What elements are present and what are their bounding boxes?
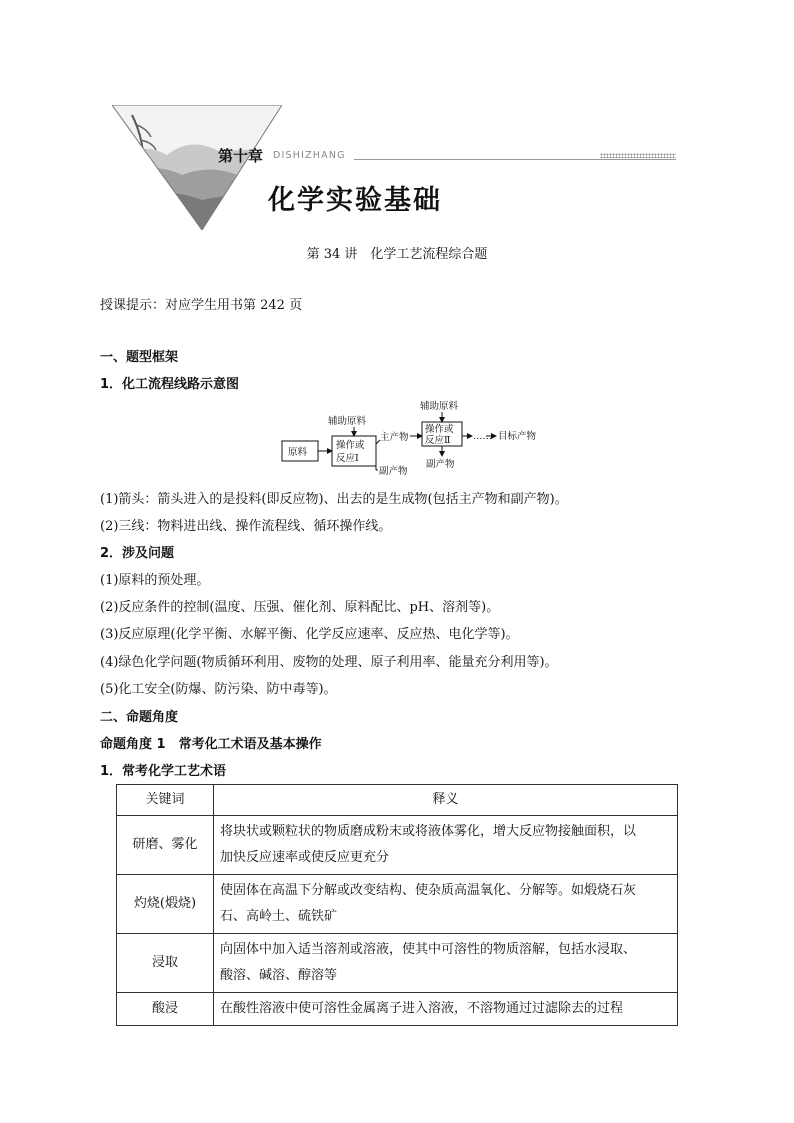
issue-item: (2)反应条件的控制(温度、压强、催化剂、原料配比、pH、溶剂等)。 [100, 600, 500, 615]
chapter-dotted-ornament [600, 153, 676, 158]
table-cell-keyword: 浸取 [117, 934, 214, 993]
table-row [117, 993, 678, 1026]
course-hint: 授课提示：对应学生用书第 242 页 [100, 298, 303, 313]
raw-material-label: 原料 [288, 447, 308, 458]
operation-1-label-line2: 反应Ⅰ [336, 453, 359, 464]
issue-item: (5)化工安全(防爆、防污染、防中毒等)。 [100, 682, 337, 697]
note-three-lines: (2)三线：物料进出线、操作流程线、循环操作线。 [100, 519, 392, 534]
angle-1-heading: 命题角度 1 常考化工术语及基本操作 [100, 737, 322, 752]
flow-diagram [276, 396, 546, 476]
issue-item: (4)绿色化学问题(物质循环利用、废物的处理、原子利用率、能量充分利用等)。 [100, 655, 558, 670]
target-product-label: 目标产物 [498, 431, 537, 442]
table-row [117, 875, 678, 934]
table-cell-definition [214, 934, 678, 993]
by-product-1-label: 副产物 [379, 466, 408, 476]
chapter-title: 化学实验基础 [268, 185, 442, 216]
definition-line: 石、高岭土、硫铁矿 [220, 909, 338, 924]
issue-item: (3)反应原理(化学平衡、水解平衡、化学反应速率、反应热、电化学等)。 [100, 627, 519, 642]
terms-table [116, 784, 678, 1026]
table-cell-keyword: 研磨、雾化 [117, 816, 214, 875]
table-cell-keyword: 酸浸 [117, 993, 214, 1026]
ellipsis-label: …… [473, 431, 492, 442]
definition-line: 使固体在高温下分解或改变结构、使杂质高温氧化、分解等。如煅烧石灰 [220, 883, 637, 898]
table-cell-definition [214, 816, 678, 875]
definition-line: 将块状或颗粒状的物质磨成粉末或将液体雾化，增大反应物接触面积，以 [220, 824, 637, 839]
definition-line: 加快反应速率或使反应更充分 [220, 850, 390, 865]
subheading-issues: 2．涉及问题 [100, 546, 175, 561]
table-header-definition: 释义 [214, 785, 678, 816]
chapter-pinyin: DISHIZHANG [273, 150, 346, 161]
subheading-terms: 1．常考化学工艺术语 [100, 764, 227, 779]
aux-material-1-label: 辅助原料 [328, 416, 367, 427]
chapter-landscape-emblem [112, 105, 282, 230]
aux-material-2-label: 辅助原料 [420, 401, 459, 412]
lecture-title: 第 34 讲 化学工艺流程综合题 [306, 247, 488, 262]
definition-line: 在酸性溶液中使可溶性金属离子进入溶液，不溶物通过过滤除去的过程 [220, 1001, 624, 1016]
note-arrows: (1)箭头：箭头进入的是投料(即反应物)、出去的是生成物(包括主产物和副产物)。 [100, 492, 568, 507]
table-row [117, 816, 678, 875]
table-cell-keyword: 灼烧(煅烧) [117, 875, 214, 934]
chapter-divider [354, 159, 676, 160]
main-product-label: 主产物 [380, 432, 409, 443]
by-product-2-label: 副产物 [426, 459, 455, 470]
table-row [117, 934, 678, 993]
operation-2-label-line1: 操作或 [425, 424, 454, 435]
table-header-keyword: 关键词 [117, 785, 214, 816]
definition-line: 向固体中加入适当溶剂或溶液，使其中可溶性的物质溶解，包括水浸取、 [220, 942, 637, 957]
subheading-flow-diagram: 1．化工流程线路示意图 [100, 377, 240, 392]
section-heading-framework: 一、题型框架 [100, 350, 179, 365]
definition-line: 酸溶、碱溶、醇溶等 [220, 968, 338, 983]
table-cell-definition [214, 993, 678, 1026]
section-heading-angles: 二、命题角度 [100, 710, 179, 725]
operation-1-label-line1: 操作或 [336, 440, 365, 451]
table-header-row [117, 785, 678, 816]
issue-item: (1)原料的预处理。 [100, 573, 210, 588]
table-cell-definition [214, 875, 678, 934]
chapter-label: 第十章 [218, 147, 264, 165]
operation-2-label-line2: 反应Ⅱ [425, 435, 451, 446]
